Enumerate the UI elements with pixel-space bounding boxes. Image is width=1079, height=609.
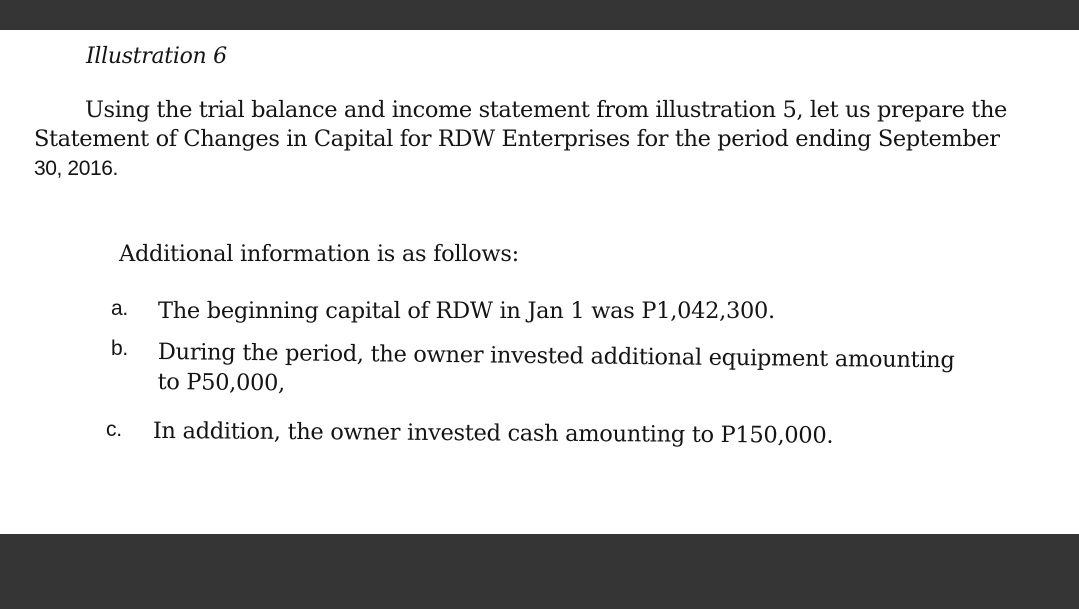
list-marker: a. <box>111 297 128 320</box>
list-item-line: During the period, the owner invested additional equipment amounting <box>157 338 955 374</box>
list-item-line: In addition, the owner invested cash amounting to P150,000. <box>152 417 834 449</box>
list-item-text <box>158 296 775 326</box>
intro-line-3: 30, 2016. <box>34 157 118 180</box>
list-item-text <box>153 416 834 451</box>
list-item-line: The beginning capital of RDW in Jan 1 was P1,042,300. <box>158 298 775 324</box>
intro-line-2: Statement of Changes in Capital for RDW Enterprises for the period ending September <box>34 126 1000 152</box>
list-item-line: to P50,000, <box>157 368 286 397</box>
intro-paragraph <box>34 96 1049 183</box>
illustration-heading: Illustration 6 <box>86 44 227 69</box>
list-marker: b. <box>111 337 128 360</box>
top-frame-bar <box>0 0 1079 30</box>
list-marker: c. <box>106 418 122 441</box>
list-item-text <box>157 337 954 405</box>
additional-info-label: Additional information is as follows: <box>119 241 519 267</box>
bottom-frame-bar <box>0 534 1079 609</box>
document-page <box>0 30 1079 534</box>
intro-line-1: Using the trial balance and income statement from illustration 5, let us prepare the <box>85 97 1007 123</box>
